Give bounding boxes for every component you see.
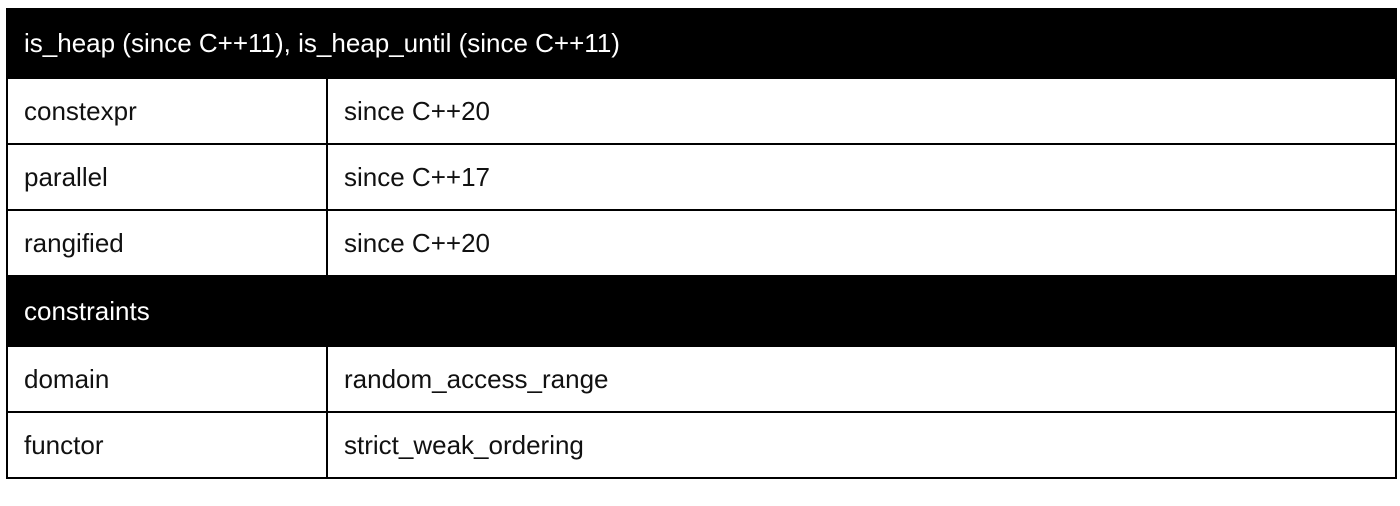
- row-value: since C++17: [327, 144, 1396, 210]
- table-row: [7, 144, 1396, 210]
- row-label: rangified: [7, 210, 327, 276]
- section-title: constraints: [7, 276, 1396, 346]
- row-value: since C++20: [327, 210, 1396, 276]
- row-value: since C++20: [327, 78, 1396, 144]
- table-row: [7, 210, 1396, 276]
- row-label: constexpr: [7, 78, 327, 144]
- row-value: random_access_range: [327, 346, 1396, 412]
- row-label: functor: [7, 412, 327, 478]
- table-row: [7, 412, 1396, 478]
- algorithm-info-table: [6, 8, 1397, 479]
- row-label: parallel: [7, 144, 327, 210]
- row-label: domain: [7, 346, 327, 412]
- table-row: [7, 346, 1396, 412]
- section-header-algorithms: [7, 9, 1396, 78]
- row-value: strict_weak_ordering: [327, 412, 1396, 478]
- table-row: [7, 78, 1396, 144]
- section-header-constraints: [7, 276, 1396, 346]
- section-title: is_heap (since C++11), is_heap_until (since C++11): [7, 9, 1396, 78]
